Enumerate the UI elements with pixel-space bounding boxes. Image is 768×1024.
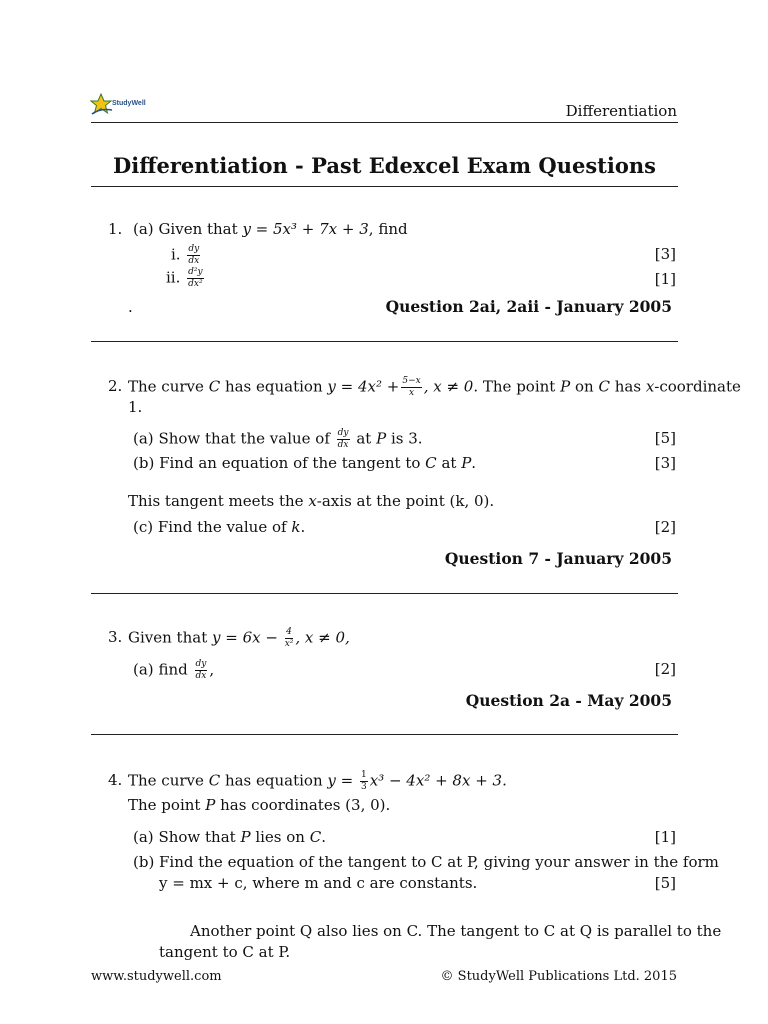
q1-number: 1. xyxy=(108,220,123,238)
q3-mark-a: [2] xyxy=(654,660,676,678)
q4-fraction: $\frac{1}{3}$ xyxy=(361,770,367,792)
q1-a-label: (a) xyxy=(133,220,154,238)
q3-reference: Question 2a - May 2005 xyxy=(465,691,672,710)
footer-copyright: © StudyWell Publications Ltd. 2015 xyxy=(440,969,677,984)
header-divider xyxy=(91,122,678,123)
q4-mark-b: [5] xyxy=(654,874,676,892)
footer-website: www.studywell.com xyxy=(91,969,222,984)
divider-1 xyxy=(91,341,678,342)
logo-text: StudyWell xyxy=(112,100,146,107)
q4-part-b-line1: Find the equation of the tangent to C at P, giving your answer in the form xyxy=(159,853,719,871)
q2-reference: Question 7 - January 2005 xyxy=(444,549,672,568)
q4-mark-a: [1] xyxy=(654,828,676,846)
q3-a-fraction: $\frac{dy}{dx}$ xyxy=(195,659,207,681)
q3-statement: Given that y = 6x − $\frac{4}{\text{x²}}$ , x ≠ 0, xyxy=(128,627,350,649)
q1-part-a xyxy=(133,220,408,238)
q1-dot: . xyxy=(128,298,133,316)
q4-b-label: (b) xyxy=(133,853,155,871)
q2-a-fraction: $\frac{dy}{dx}$ xyxy=(337,428,349,450)
q4-statement: The curve C has equation y = $\frac{1}{3}$ x³ − 4x² + 8x + 3. xyxy=(128,770,507,792)
q3-number: 3. xyxy=(108,628,123,646)
q2-statement: The curve C has equation y = 4x² + $\frac{5-x}{x}$ , x ≠ 0. The point P on C has x-coordinate xyxy=(128,376,741,398)
q2-number: 2. xyxy=(108,377,123,395)
page-title: Differentiation - Past Edexcel Exam Questions xyxy=(113,153,656,178)
q2-mark-b: [3] xyxy=(654,454,676,472)
title-divider xyxy=(91,186,678,187)
q1-a-tail: , find xyxy=(368,220,408,238)
q3-part-a: (a) find $\frac{dy}{dx}$ , xyxy=(133,659,215,681)
divider-3 xyxy=(91,734,678,735)
q2-mark-c: [2] xyxy=(654,518,676,536)
q1-subpart-i xyxy=(171,245,202,266)
q1-a-text: Given that xyxy=(158,220,238,238)
q1-mark-i: [3] xyxy=(654,245,676,263)
q1-reference: Question 2ai, 2aii - January 2005 xyxy=(385,297,672,316)
q1-i-fraction: $\frac{dy}{dx}$ xyxy=(188,244,200,266)
divider-2 xyxy=(91,593,678,594)
q4-another-line2: tangent to C at P. xyxy=(159,943,291,961)
q1-i-label: i. xyxy=(171,245,181,264)
q1-a-equation: y = 5x³ + 7x + 3 xyxy=(242,220,369,238)
header-section: Differentiation xyxy=(565,102,677,120)
q4-number: 4. xyxy=(108,771,123,789)
q2-tangent-note: This tangent meets the x-axis at the point (k, 0). xyxy=(128,492,495,510)
q1-ii-label: ii. xyxy=(166,268,181,287)
q2-part-c: (c) Find the value of k. xyxy=(133,518,306,536)
q2-mark-a: [5] xyxy=(654,429,676,447)
q2-fraction: $\frac{5-x}{x}$ xyxy=(402,376,421,398)
q4-part-b-line2: y = mx + c, where m and c are constants. xyxy=(159,874,478,892)
q1-mark-ii: [1] xyxy=(654,270,676,288)
q1-subpart-ii xyxy=(166,268,206,289)
q3-fraction: $\frac{4}{\text{x²}}$ xyxy=(284,627,294,649)
q2-statement-cont: 1. xyxy=(128,398,143,416)
q2-part-b: (b) Find an equation of the tangent to C at P. xyxy=(133,454,477,472)
q4-another-line1: Another point Q also lies on C. The tangent to C at Q is parallel to the xyxy=(190,922,722,940)
studywell-logo xyxy=(90,92,150,118)
q4-part-a: (a) Show that P lies on C. xyxy=(133,828,327,846)
q1-ii-fraction: $\frac{\text{d²y}}{\text{dx²}}$ xyxy=(188,267,203,289)
q4-point-p: The point P has coordinates (3, 0). xyxy=(128,796,391,814)
q2-part-a: (a) Show that the value of $\frac{dy}{dx}$ at P is 3. xyxy=(133,428,423,450)
